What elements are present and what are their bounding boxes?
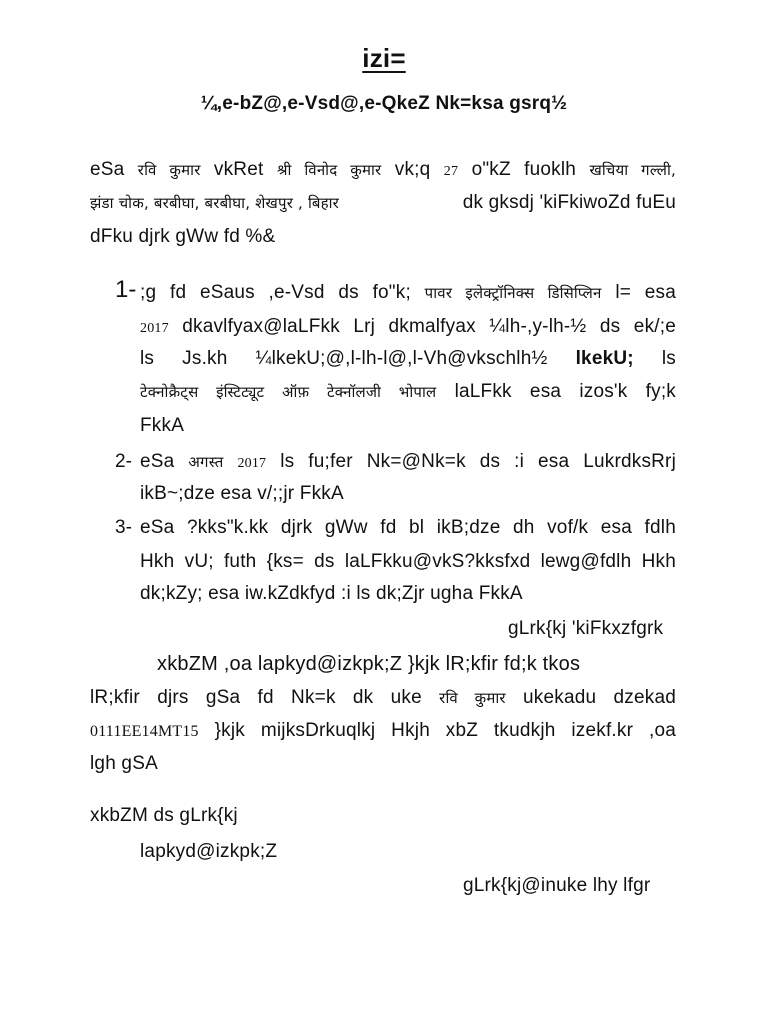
verification-line-4: lgh gSA bbox=[90, 753, 158, 774]
item-1-line-1: ;g fd eSaus ,e-Vsd ds fo"k; पावर इलेक्ट्रॉनिक्स डिसिप्लिन l= esa bbox=[140, 282, 676, 303]
item-3-line-2: Hkh vU; futh {ks= ds laLFkku@vkS?kksfxd lewg@fdlh Hkh bbox=[140, 551, 676, 572]
deponent-signature: gLrk{kj 'kiFkxzfgrk bbox=[508, 618, 664, 639]
item-3-line-1: eSa ?kks"k.kk djrk gWw fd bl ikB;dze dh vof/k esa fdlh bbox=[140, 517, 676, 538]
guide-signature: xkbZM ds gLrk{kj bbox=[90, 805, 238, 826]
item-1-line-5: FkkA bbox=[140, 415, 185, 436]
intro-line-1: eSa रवि कुमार vkRet श्री विनोद कुमार vk;q 27 o"kZ fuoklh खचिया गल्ली, bbox=[90, 159, 677, 180]
intro-line-2: झंडा चोक, बरबीघा, बरबीघा, शेखपुर , बिहार dk gksdj 'kiFkiwoZd fuEu bbox=[90, 192, 676, 213]
verification-heading: xkbZM ,oa lapkyd@izkpk;Z }kjk lR;kfir fd;k tkos bbox=[157, 653, 581, 675]
item-2-number: 2- bbox=[115, 451, 132, 472]
verification-line-3: 0111EE14MT15 }kjk mijksDrkuqlkj Hkjh xbZ tkudkjh izekf.kr ,oa bbox=[90, 720, 676, 741]
item-1-line-3: ls Js.kh ¼lkekU;@,l-lh-l@,l-Vh@vkschlh½ lkekU; ls bbox=[140, 348, 676, 369]
verification-line-2: lR;kfir djrs gSa fd Nk=k dk uke रवि कुमार ukekadu dzekad bbox=[90, 687, 676, 708]
intro-line-3: dFku djrk gWw fd %& bbox=[90, 226, 276, 247]
principal-signature: lapkyd@izkpk;Z bbox=[140, 841, 278, 862]
item-1-number: 1- bbox=[115, 276, 137, 303]
item-1-line-2: 2017 dkavlfyax@laLFkk Lrj dkmalfyax ¼lh-,y-lh-½ ds ek/;e bbox=[140, 316, 676, 337]
item-1-line-4: टेक्नोक्रैट्स इंस्टिट्यूट ऑफ़ टेक्नॉलजी भोपाल laLFkk esa izos'k fy;k bbox=[140, 381, 676, 402]
page-title: izi= bbox=[362, 43, 406, 73]
official-signature-seal: gLrk{kj@inuke lhy lfgr bbox=[463, 875, 651, 896]
item-2-line-2: ikB~;dze esa v/;;jr FkkA bbox=[140, 483, 344, 504]
page-subtitle: ¼,e-bZ@,e-Vsd@,e-QkeZ Nk=ksa gsrq½ bbox=[200, 93, 568, 114]
item-2-line-1: eSa अगस्त 2017 ls fu;fer Nk=@Nk=k ds :i esa LukrdksRrj bbox=[140, 451, 677, 472]
item-3-line-3: dk;kZy; esa iw.kZdkfyd :i ls dk;Zjr ugha FkkA bbox=[140, 583, 523, 604]
item-3-number: 3- bbox=[115, 517, 132, 538]
